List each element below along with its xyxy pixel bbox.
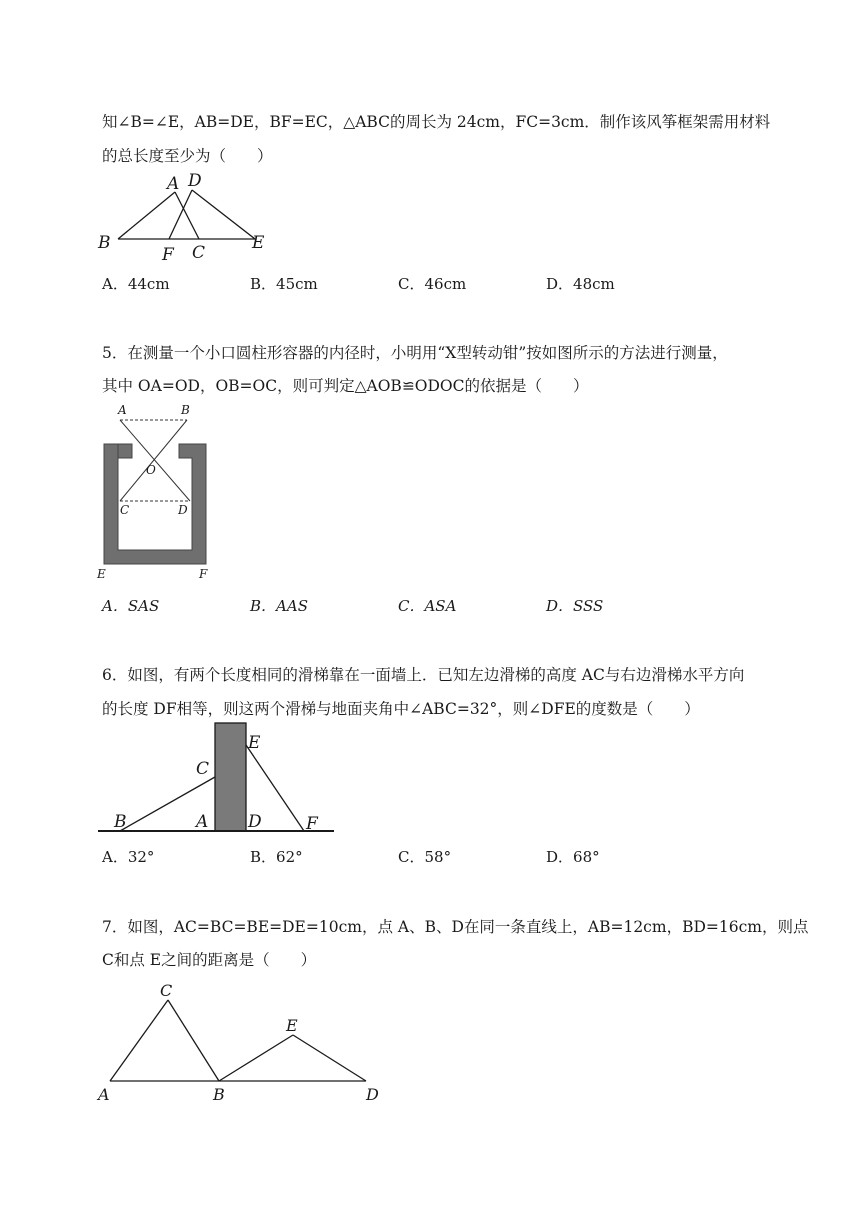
q4-option-c[interactable]: C．46cm	[398, 275, 467, 293]
q4-options	[102, 273, 694, 294]
q4-text-line2: 的总长度至少为（ ）	[102, 147, 273, 165]
q5-option-a[interactable]: A．SAS	[102, 597, 160, 615]
q4-label-f: F	[162, 245, 174, 264]
q7-label-d: D	[366, 1085, 379, 1104]
q5-text-line2: 其中 OA=OD，OB=OC，则可判定△AOB≌ODOC的依据是（ ）	[102, 377, 589, 395]
q4-label-a: A	[167, 174, 180, 194]
q7-label-c: C	[160, 981, 173, 1000]
q4-text-line1: 知∠B=∠E，AB=DE，BF=EC，△ABC的周长为 24cm，FC=3cm．制作该风筝框架需用材料	[102, 113, 771, 131]
q4-option-a[interactable]: A．44cm	[102, 275, 170, 293]
q7-label-a: A	[98, 1085, 110, 1104]
q6-option-b[interactable]: B．62°	[250, 848, 303, 866]
q6-option-d[interactable]: D．68°	[546, 848, 600, 866]
q7-figure	[92, 980, 392, 1105]
q4-option-d[interactable]: D．48cm	[546, 275, 615, 293]
q4-label-e: E	[252, 233, 265, 253]
q5-label-d: D	[178, 503, 188, 517]
q5-option-c[interactable]: C．ASA	[398, 597, 457, 615]
q5-label-a: A	[118, 403, 127, 417]
q6-figure	[92, 720, 342, 840]
q5-figure	[92, 400, 222, 584]
q6-label-b: B	[114, 812, 127, 832]
q6-label-c: C	[196, 759, 210, 779]
q6-label-f: F	[306, 814, 318, 834]
q4-label-d: D	[188, 171, 202, 191]
q4-option-b[interactable]: B．45cm	[250, 275, 318, 293]
q6-label-e: E	[248, 733, 261, 753]
q7-label-e: E	[286, 1016, 298, 1035]
q7-text-line1: 7．如图，AC=BC=BE=DE=10cm，点 A、B、D在同一条直线上，AB=12cm，BD=16cm，则点	[102, 918, 809, 936]
q5-label-c: C	[120, 503, 130, 517]
q6-options	[102, 846, 694, 867]
q5-option-b[interactable]: B．AAS	[250, 597, 308, 615]
q5-label-o: O	[146, 463, 156, 477]
q6-wall	[215, 723, 246, 831]
q5-label-f: F	[199, 567, 208, 581]
q4-label-c: C	[192, 243, 206, 263]
q6-option-a[interactable]: A．32°	[102, 848, 155, 866]
q7-label-b: B	[213, 1085, 225, 1104]
q6-text-line2: 的长度 DF相等，则这两个滑梯与地面夹角中∠ABC=32°，则∠DFE的度数是（ ）	[102, 700, 700, 718]
q6-text-line1: 6．如图，有两个长度相同的滑梯靠在一面墙上．已知左边滑梯的高度 AC与右边滑梯水平方向	[102, 666, 745, 684]
q7-text-line2: C和点 E之间的距离是（ ）	[102, 951, 317, 969]
q6-label-a: A	[196, 812, 209, 832]
q5-option-d[interactable]: D．SSS	[546, 597, 604, 615]
q5-label-b: B	[181, 403, 190, 417]
q5-label-e: E	[97, 567, 106, 581]
q6-option-c[interactable]: C．58°	[398, 848, 452, 866]
q5-text-line1: 5．在测量一个小口圆柱形容器的内径时，小明用“X型转动钳”按如图所示的方法进行测量，	[102, 344, 728, 362]
q6-label-d: D	[248, 812, 262, 832]
q4-figure	[92, 168, 282, 264]
q4-label-b: B	[98, 233, 111, 253]
q5-options	[102, 595, 694, 616]
